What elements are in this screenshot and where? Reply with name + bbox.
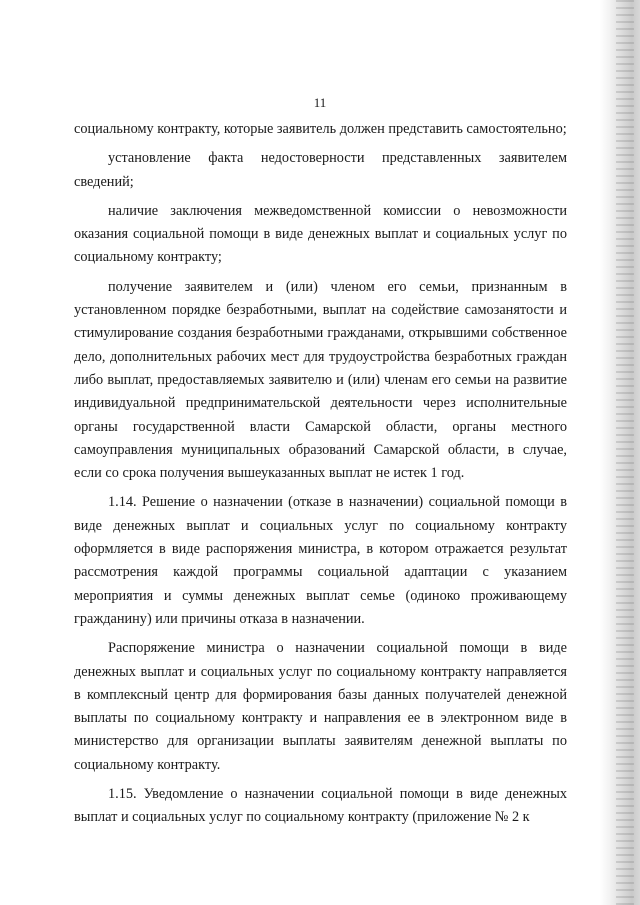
paragraph-4: получение заявителем и (или) членом его семьи, признанным в установленном порядке безработными, выплат на содействие самозанятости и стимулирование создания безработными гражданами, открывшими собственное дело, дополнительных рабочих мест для трудоустройства безработных граждан либо выплат, предоставляемых заявителю и (или) членам его семьи на развитие индивидуальной предпринимательской деятельности через исполнительные органы государственной власти Самарской области, органы местного самоуправления муниципальных образований Самарской области, в случае, если со срока получения вышеуказанных выплат не истек 1 год.: [74, 278, 567, 482]
paragraph-6: Распоряжение министра о назначении социальной помощи в виде денежных выплат и социальных услуг по социальному контракту направляется в комплексный центр для формирования базы данных получателей денежной выплаты по социальному контракту и направления ее в электронном виде в министерство для организации выплаты заявителям денежной выплаты по социальному контракту.: [74, 640, 567, 773]
paragraph-5: 1.14. Решение о назначении (отказе в назначении) социальной помощи в виде денежных выплат и социальных услуг по социальному контракту оформляется в виде распоряжения министра, в котором отражается результат рассмотрения каждой программы социальной адаптации с указанием мероприятия и суммы денежных выплат семье (одиноко проживающему гражданину) или причины отказа в назначении.: [74, 494, 567, 627]
scan-edge-shadow: [600, 0, 640, 905]
paragraph-2: установление факта недостоверности представленных заявителем сведений;: [74, 150, 567, 190]
scan-noise: [616, 0, 634, 905]
paragraph-3: наличие заключения межведомственной комиссии о невозможности оказания социальной помощи в виде денежных выплат и социальных услуг по социальному контракту;: [74, 202, 567, 266]
page-number: 11: [313, 95, 327, 110]
document-body: [74, 118, 567, 830]
paragraph-7: 1.15. Уведомление о назначении социальной помощи в виде денежных выплат и социальных услуг по социальному контракту (приложение № 2 к: [74, 786, 567, 826]
paragraph-1: социальному контракту, которые заявитель должен представить самостоятельно;: [74, 121, 567, 137]
